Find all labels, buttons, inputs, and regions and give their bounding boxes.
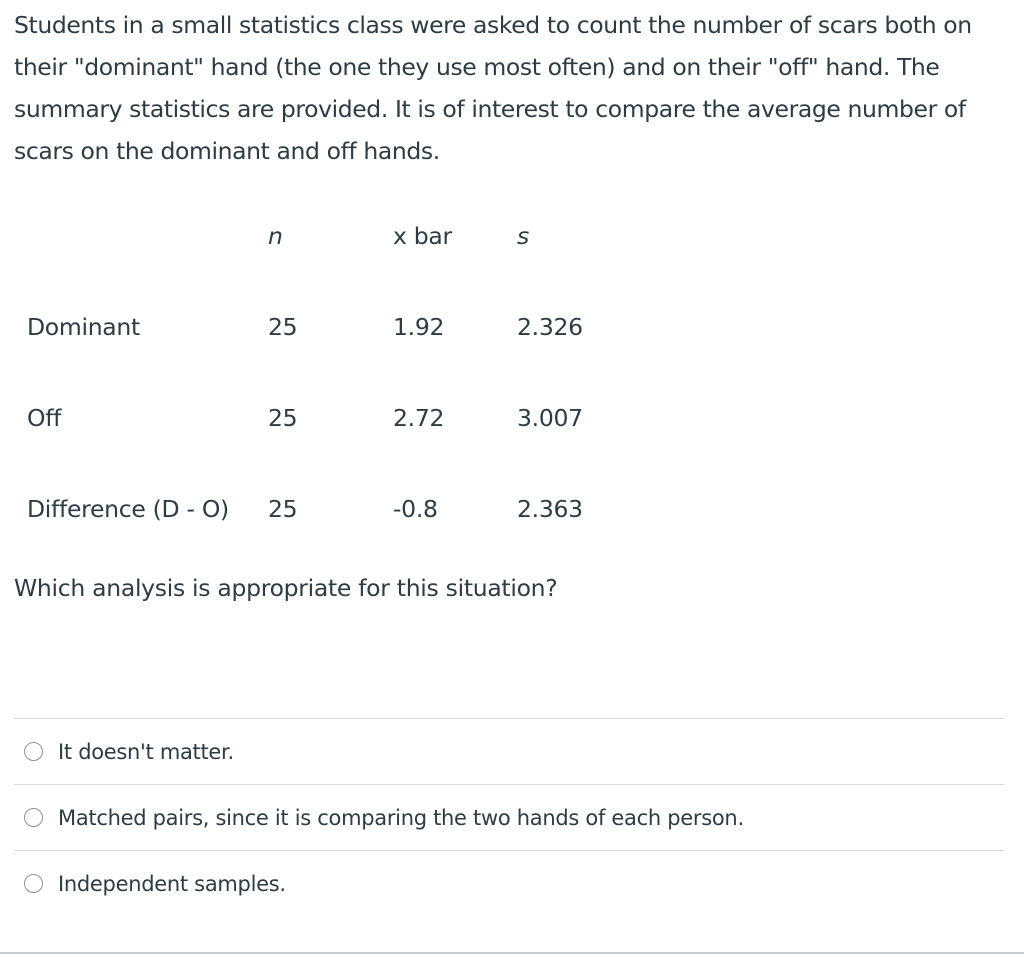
answer-label: Independent samples. (58, 871, 286, 896)
answer-option-independent-samples[interactable] (14, 850, 1004, 916)
cell-xbar: -0.8 (393, 494, 438, 523)
header-xbar: x bar (393, 221, 452, 250)
header-s: s (517, 221, 529, 250)
answer-list (14, 718, 1004, 916)
cell-n: 25 (268, 403, 298, 432)
cell-s: 2.326 (517, 312, 583, 341)
answer-label: It doesn't matter. (58, 739, 234, 764)
cell-xbar: 2.72 (393, 403, 445, 432)
radio-button[interactable] (24, 874, 43, 893)
row-label: Dominant (27, 312, 140, 341)
question-ask: Which analysis is appropriate for this situation? (14, 574, 558, 602)
cell-n: 25 (268, 312, 298, 341)
table-row-dominant (14, 281, 637, 372)
answer-option-doesnt-matter[interactable] (14, 718, 1004, 784)
table-header-row (14, 190, 637, 281)
question-prompt: Students in a small statistics class were asked to count the number of scars both on their "dominant" hand (the one they use most often) and on their "off" hand. The summary statistics are provided. It is of interest to compare the average number of scars on the dominant and off hands. (14, 11, 972, 165)
answer-label: Matched pairs, since it is comparing the two hands of each person. (58, 805, 744, 830)
row-label: Off (27, 403, 62, 432)
row-label: Difference (D - O) (27, 494, 229, 523)
radio-button[interactable] (24, 808, 43, 827)
answer-option-matched-pairs[interactable] (14, 784, 1004, 850)
cell-s: 3.007 (517, 403, 583, 432)
table-row-difference (14, 463, 637, 554)
summary-statistics-table (14, 190, 637, 554)
cell-s: 2.363 (517, 494, 583, 523)
radio-button[interactable] (24, 742, 43, 761)
header-label (14, 190, 268, 281)
bottom-divider (0, 952, 1024, 954)
cell-xbar: 1.92 (393, 312, 445, 341)
cell-n: 25 (268, 494, 298, 523)
table-row-off (14, 372, 637, 463)
header-n: n (268, 221, 283, 250)
